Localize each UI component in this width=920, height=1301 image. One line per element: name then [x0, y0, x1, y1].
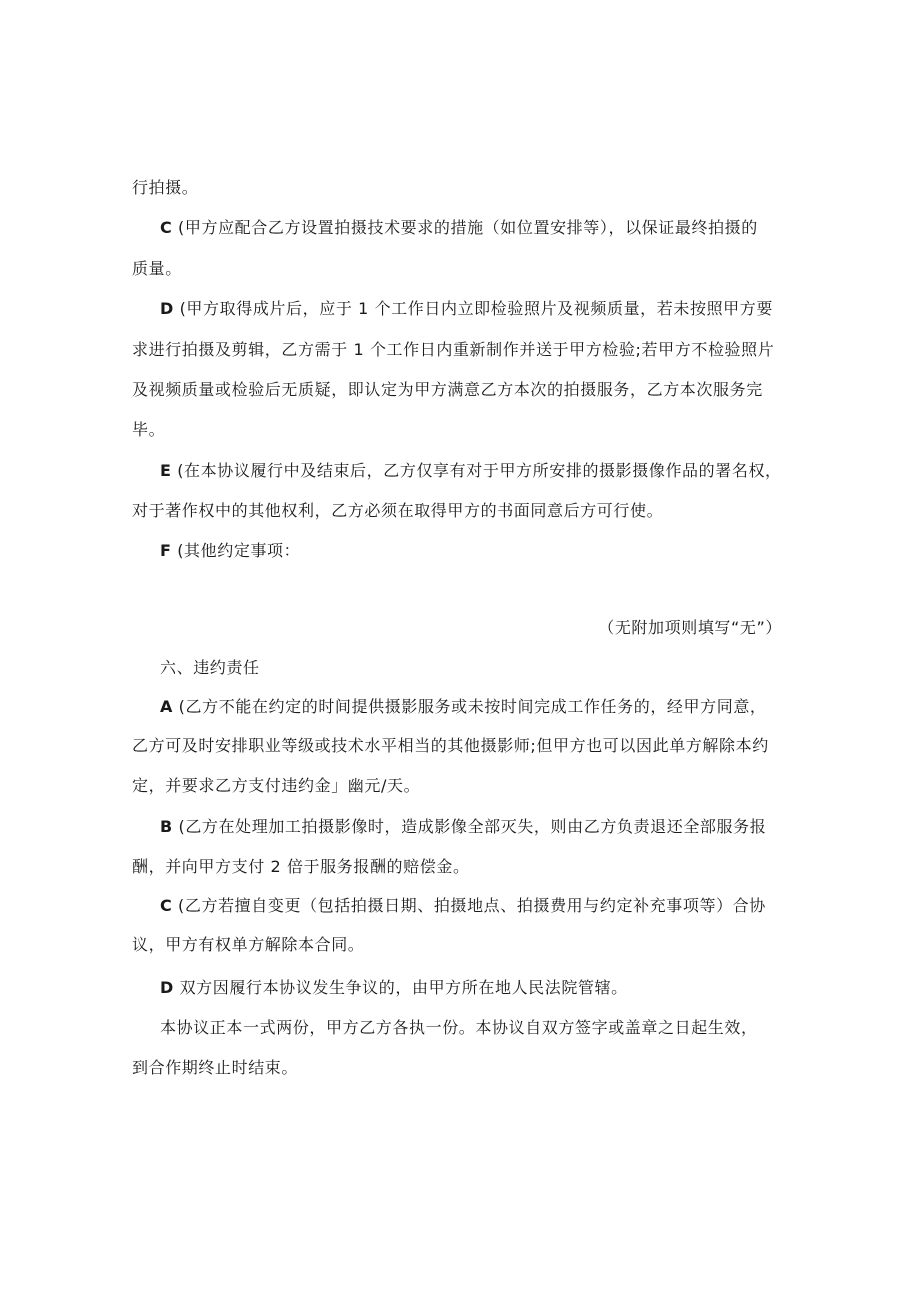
clause-6d-label: D: [160, 978, 174, 997]
clause-6a-line2: 乙方可及时安排职业等级或技术水平相当的其他摄影师;但甲方也可以因此单方解除本约: [132, 736, 769, 755]
clause-5d-line2: 求进行拍摄及剪辑，乙方需于 1 个工作日内重新制作并送于甲方检验;若甲方不检验照片: [132, 340, 775, 359]
clause-6a-text1: (乙方不能在约定的时间提供摄影服务或未按时间完成工作任务的，经甲方同意，: [172, 697, 767, 716]
clause-5f-line1: [160, 541, 300, 561]
clause-6a-line3: 定，并要求乙方支付违约金」幽元/天。: [132, 776, 421, 795]
section-6-heading: 六、违约责任: [160, 658, 260, 677]
clause-6c-line2: 议，甲方有权单方解除本合同。: [132, 935, 365, 954]
fill-in-note: （无附加项则填写“无”）: [598, 618, 782, 637]
clause-5d-label: D: [160, 299, 174, 318]
clause-5e-label: E: [160, 461, 172, 480]
clause-5c-line2: 质量。: [132, 259, 182, 278]
clause-6c-label: C: [160, 896, 173, 915]
clause-5f-text1: (其他约定事项：: [171, 541, 301, 560]
clause-5d-line3: 及视频质量或检验后无质疑，即认定为甲方满意乙方本次的拍摄服务，乙方本次服务完: [132, 380, 763, 399]
clause-5c-text1: (甲方应配合乙方设置拍摄技术要求的措施（如位置安排等），以保证最终拍摄的: [172, 218, 758, 237]
clause-6b-line2: 酬，并向甲方支付 2 倍于服务报酬的赔偿金。: [132, 857, 470, 876]
clause-6a-line1: [160, 697, 767, 717]
clause-5-tail: 行拍摄。: [132, 178, 199, 197]
clause-5c-label: C: [160, 218, 173, 237]
clause-5e-line2: 对于著作权中的其他权利，乙方必须在取得甲方的书面同意后方可行使。: [132, 501, 664, 520]
closing-line1: 本协议正本一式两份，甲方乙方各执一份。本协议自双方签字或盖章之日起生效，: [160, 1018, 758, 1037]
clause-6d-text1: 双方因履行本协议发生争议的，由甲方所在地人民法院管辖。: [173, 978, 628, 997]
clause-5d-text1: (甲方取得成片后，应于 1 个工作日内立即检验照片及视频质量，若未按照甲方要: [173, 299, 773, 318]
clause-6b-label: B: [160, 817, 173, 836]
clause-6d-line1: [160, 978, 628, 998]
clause-6c-text1: (乙方若擅自变更（包括拍摄日期、拍摄地点、拍摄费用与约定补充事项等）合协: [172, 896, 766, 915]
clause-6b-line1: [160, 817, 766, 837]
clause-5e-text1: (在本协议履行中及结束后，乙方仅享有对于甲方所安排的摄影摄像作品的署名权，: [171, 461, 782, 480]
clause-5d-line1: [160, 299, 773, 319]
clause-5f-label: F: [160, 541, 172, 560]
clause-6a-label: A: [160, 697, 173, 716]
clause-5c-line1: [160, 218, 758, 238]
clause-6c-line1: [160, 896, 766, 916]
closing-line2: 到合作期终止时结束。: [132, 1058, 299, 1077]
clause-5e-line1: [160, 461, 782, 481]
clause-6b-text1: (乙方在处理加工拍摄影像时，造成影像全部灭失，则由乙方负责退还全部服务报: [172, 817, 767, 836]
clause-5d-line4: 毕。: [132, 420, 166, 439]
